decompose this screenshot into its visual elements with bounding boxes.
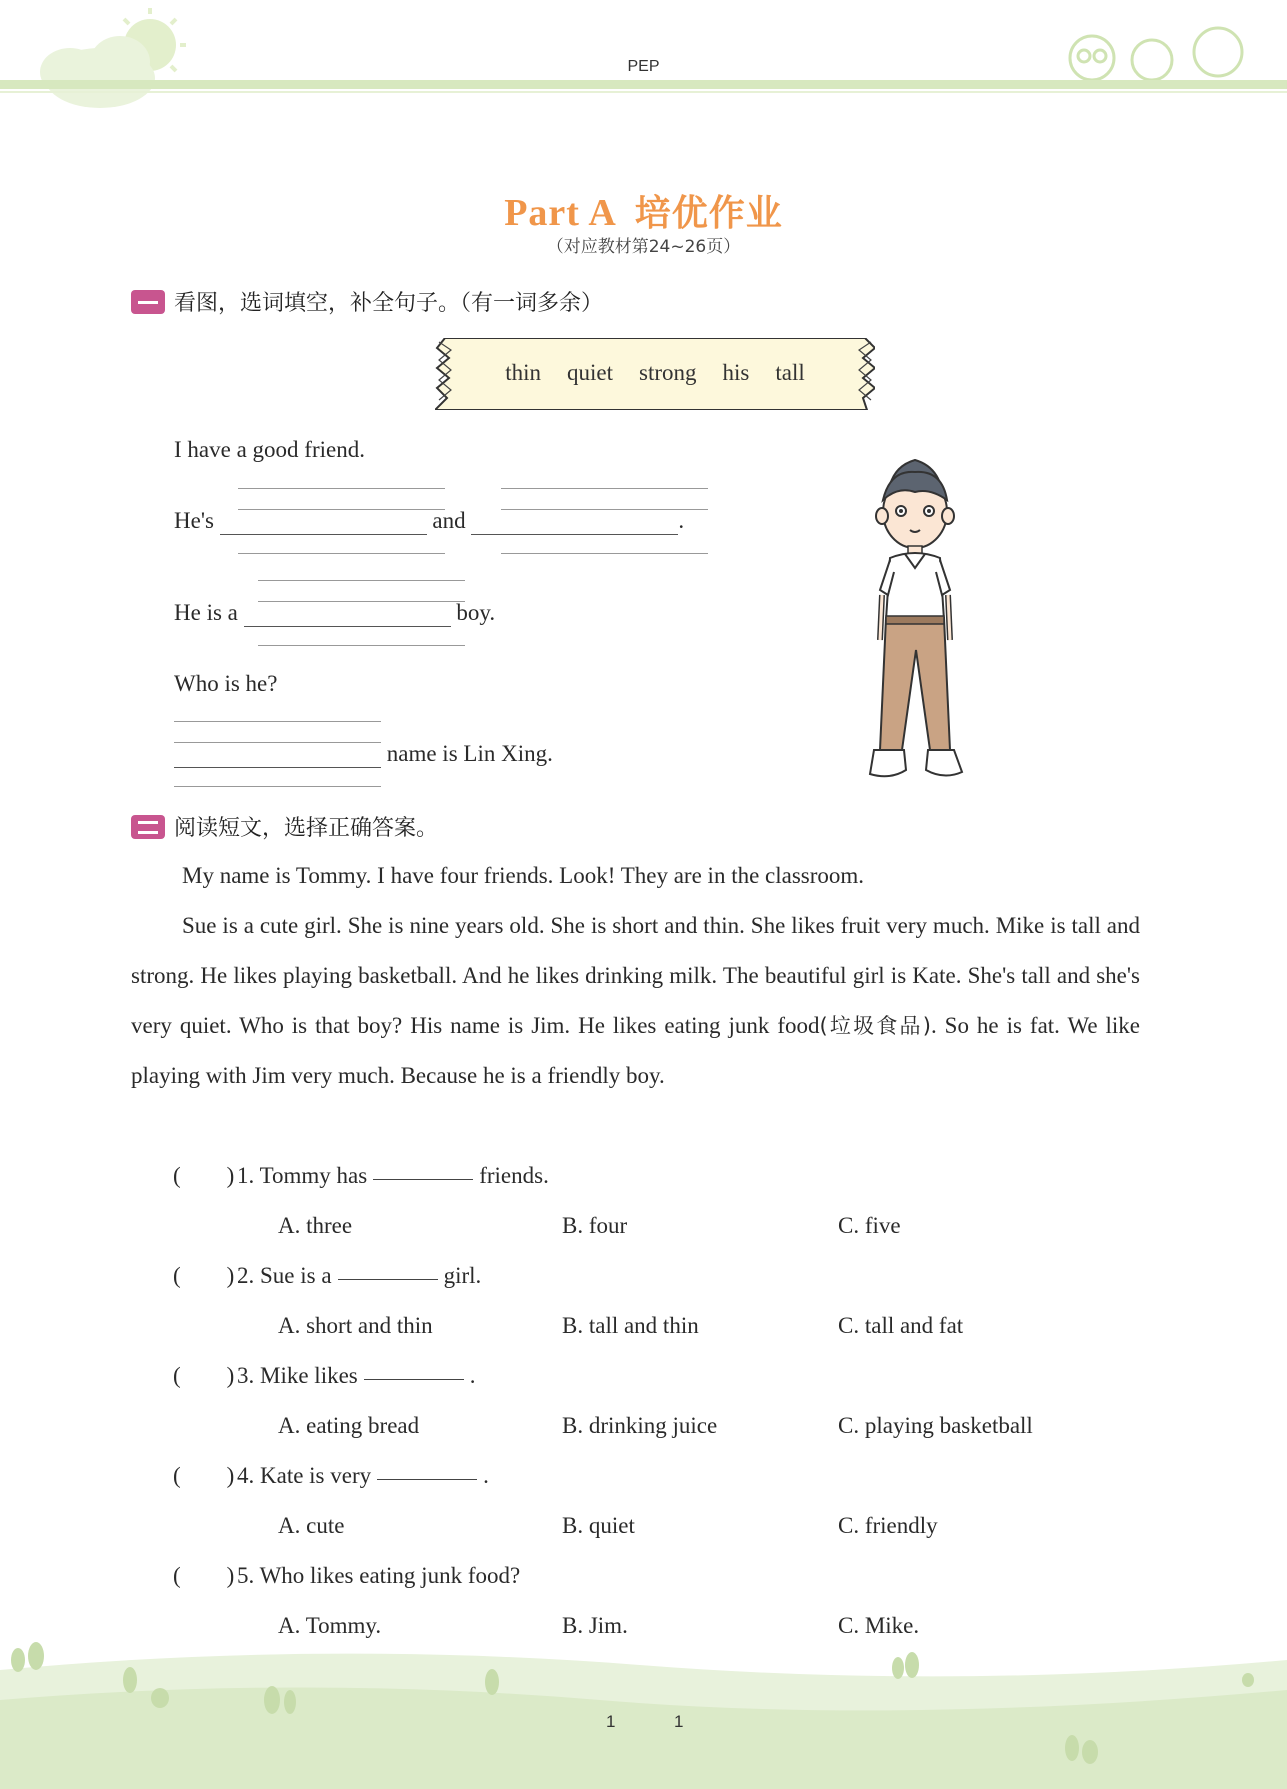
passage-paragraph-2-end: . So he is fat. We like playing with Jim very much. Because he is a friendly boy. (131, 1013, 1140, 1088)
word-bank (435, 338, 875, 410)
guide-line (258, 580, 465, 581)
guide-line (501, 488, 708, 489)
page-subtitle: （对应教材第24~26页） (546, 237, 741, 257)
answer-paren[interactable]: ( ) (173, 1363, 235, 1388)
question-3-option-c[interactable]: C. playing basketball (838, 1413, 1033, 1438)
question-3-option-b[interactable]: B. drinking juice (562, 1413, 718, 1438)
sentence-3 (174, 600, 495, 627)
answer-paren[interactable]: ( ) (173, 1163, 235, 1188)
section-1-heading-text: 看图，选词填空，补全句子。（有一词多余） (174, 291, 604, 316)
question-5 (173, 1563, 520, 1589)
question-4-blank (377, 1478, 477, 1480)
section-1-badge (131, 290, 165, 314)
page-number-left: 1 (606, 1712, 616, 1731)
footer-landscape (0, 1630, 1287, 1789)
section-2-heading-text: 阅读短文，选择正确答案。 (174, 816, 439, 841)
answer-blank-3[interactable] (244, 600, 451, 627)
guide-line (258, 645, 465, 646)
question-3-option-a[interactable]: A. eating bread (278, 1413, 420, 1438)
passage-paragraph-2-text: Sue is a cute girl. She is nine years old. She is short and thin. She likes fruit very much. Mike is tall and strong. He likes playing basketball. And he likes drinking milk. The beautiful girl is Kate. She's tall and she's very quiet. Who is that boy? His name is Jim. He likes eating junk food (131, 913, 1140, 1038)
passage-paragraph-2 (131, 901, 1140, 1101)
title-zh: 培优作业 (634, 193, 783, 234)
guide-line (501, 553, 708, 554)
question-1-tail: friends. (479, 1163, 549, 1188)
question-1-text: 1. Tommy has (237, 1163, 368, 1188)
header-band-thin (0, 91, 1287, 93)
guide-line (238, 553, 445, 554)
answer-blank-1[interactable] (220, 508, 427, 535)
question-4-option-b[interactable]: B. quiet (562, 1513, 635, 1538)
question-5-option-c[interactable]: C. Mike. (838, 1613, 920, 1638)
word-item: his (722, 360, 750, 385)
page-title (0, 185, 1287, 236)
question-2 (173, 1263, 481, 1289)
question-1-option-b[interactable]: B. four (562, 1213, 628, 1238)
question-4-tail: . (483, 1463, 489, 1488)
question-2-option-b[interactable]: B. tall and thin (562, 1313, 699, 1338)
question-4-option-c[interactable]: C. friendly (838, 1513, 938, 1538)
question-1-option-c[interactable]: C. five (838, 1213, 901, 1238)
sentence-1: I have a good friend. (174, 437, 365, 462)
answer-blank-4[interactable] (174, 741, 381, 768)
passage-paragraph-2-zh: (垃圾食品) (819, 1014, 931, 1038)
sentence-2 (174, 508, 684, 535)
question-3-text: 3. Mike likes (237, 1363, 358, 1388)
title-part: Part A (504, 192, 617, 234)
reading-passage (131, 851, 1140, 1101)
question-5-option-b[interactable]: B. Jim. (562, 1613, 628, 1638)
question-4 (173, 1463, 489, 1489)
sentence-4: Who is he? (174, 671, 278, 696)
sentence-2-end: . (678, 508, 685, 533)
word-item: tall (775, 360, 805, 385)
header-band (0, 80, 1287, 89)
question-2-blank (338, 1278, 438, 1280)
answer-paren[interactable]: ( ) (173, 1563, 235, 1588)
question-3 (173, 1363, 476, 1389)
word-bank-list (435, 360, 875, 386)
guide-line (174, 786, 381, 787)
question-3-blank (364, 1378, 464, 1380)
word-item: quiet (567, 360, 614, 385)
passage-paragraph-1: My name is Tommy. I have four friends. Look! They are in the classroom. (182, 863, 865, 888)
section-2-badge (131, 815, 165, 839)
sentence-3-end: boy. (456, 600, 496, 625)
answer-paren[interactable]: ( ) (173, 1463, 235, 1488)
question-4-option-a[interactable]: A. cute (278, 1513, 345, 1538)
question-2-option-c[interactable]: C. tall and fat (838, 1313, 964, 1338)
sentence-2-and: and (432, 508, 466, 533)
header-label: PEP (627, 58, 660, 75)
question-4-text: 4. Kate is very (237, 1463, 372, 1488)
header-decoration (0, 0, 1287, 110)
sentence-3-start: He is a (174, 600, 238, 625)
question-5-option-a[interactable]: A. Tommy. (278, 1613, 382, 1638)
section-1-heading (131, 286, 603, 317)
answer-blank-2[interactable] (471, 508, 678, 535)
sentence-5-end: name is Lin Xing. (386, 741, 553, 766)
page-number-right: 1 (674, 1712, 684, 1731)
question-2-option-a[interactable]: A. short and thin (278, 1313, 433, 1338)
boy-illustration (850, 450, 980, 790)
question-2-tail: girl. (443, 1263, 482, 1288)
section-2-heading (131, 811, 438, 842)
guide-line (174, 721, 381, 722)
sentence-5 (174, 741, 553, 768)
answer-paren[interactable]: ( ) (173, 1263, 235, 1288)
word-item: strong (639, 360, 697, 385)
question-3-tail: . (469, 1363, 476, 1388)
question-1-option-a[interactable]: A. three (278, 1213, 353, 1238)
question-2-text: 2. Sue is a (237, 1263, 332, 1288)
word-item: thin (505, 360, 542, 385)
guide-line (238, 488, 445, 489)
question-5-text: 5. Who likes eating junk food? (237, 1563, 521, 1588)
question-1-blank (373, 1178, 473, 1180)
question-1 (173, 1163, 549, 1189)
sentence-2-start: He's (174, 508, 214, 533)
